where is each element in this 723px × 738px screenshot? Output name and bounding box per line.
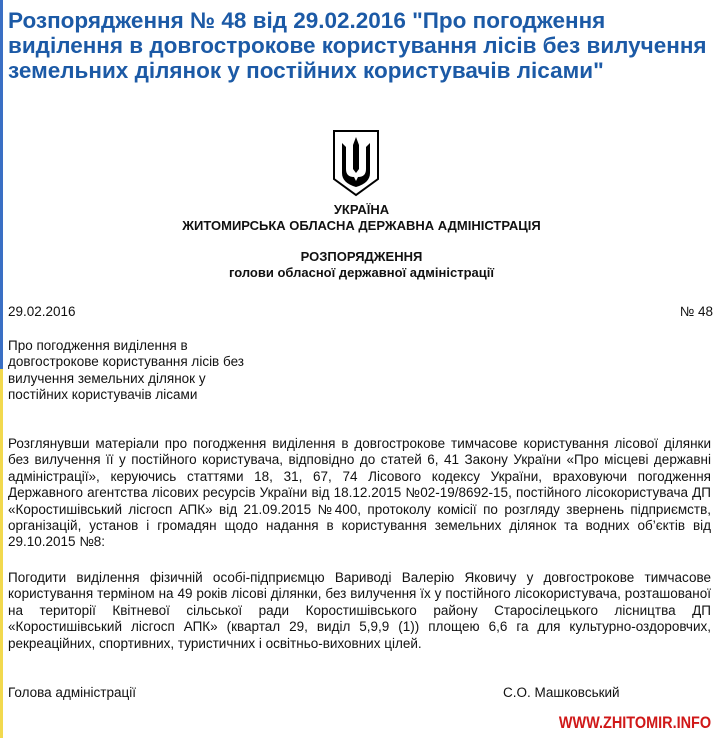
country-heading: УКРАЇНА [333, 202, 390, 217]
document-subject: Про погодження виділення в довгострокове користування лісів без вилучення земельних ділянок у постійних користувачів лісами [8, 338, 244, 403]
page-title: Розпорядження № 48 від 29.02.2016 "Про погодження виділення в довгострокове користування лісів без вилучення земельних ділянок у постійних користувачів лісами" [8, 8, 707, 83]
flag-stripe [0, 0, 3, 738]
issuer-heading: голови обласної державної адміністрації [228, 265, 495, 280]
coat-of-arms-icon [332, 129, 380, 197]
doc-type-heading: РОЗПОРЯДЖЕННЯ [300, 249, 423, 264]
preamble-paragraph: Розглянувши матеріали про погодження виділення в довгострокове тимчасове користування лісової ділянки без вилучення її у постійного користувача, відповідно до статей 6, 41 Закону України «Про місцеві державні адміністрації», керуючись статтями 18, 31, 67, 74 Лісового кодексу України, враховуючи погодження Державного агентства лісових ресурсів України від 18.12.2015 №02-19/8692-15, постійного лісокористувача ДП «Коростишівський лісгосп АПК» від 21.09.2015 №400, протоколу комісії по розгляду звернень підприємств, організацій, установ і громадян щодо надання в користування земельних ділянок та водних об’єктів від 29.10.2015 №8: [8, 436, 711, 550]
decision-paragraph: Погодити виділення фізичній особі-підприємцю Вариводі Валерію Яковичу у довгострокове тимчасове користування терміном на 49 років лісові ділянки, без вилучення їх у постійного лісокористувача, розташованої на території Квітневої сільської ради Коростишівського району Старосілецького лісництва ДП «Коростишівський лісгосп АПК» (квартал 29, виділ 5,9,9 (1)) площею 6,6 га для культурно-оздоровчих, рекреаційних, спортивних, туристичних і освітньо-виховних цілей. [8, 570, 711, 651]
watermark: WWW.ZHITOMIR.INFO [558, 713, 711, 732]
document-date: 29.02.2016 [8, 304, 76, 319]
signature-position: Голова адміністрації [8, 685, 136, 700]
document-number: № 48 [679, 304, 713, 319]
authority-heading: ЖИТОМИРСЬКА ОБЛАСНА ДЕРЖАВНА АДМІНІСТРАЦІЯ [182, 218, 541, 233]
signature-name: С.О. Машковський [503, 685, 620, 700]
